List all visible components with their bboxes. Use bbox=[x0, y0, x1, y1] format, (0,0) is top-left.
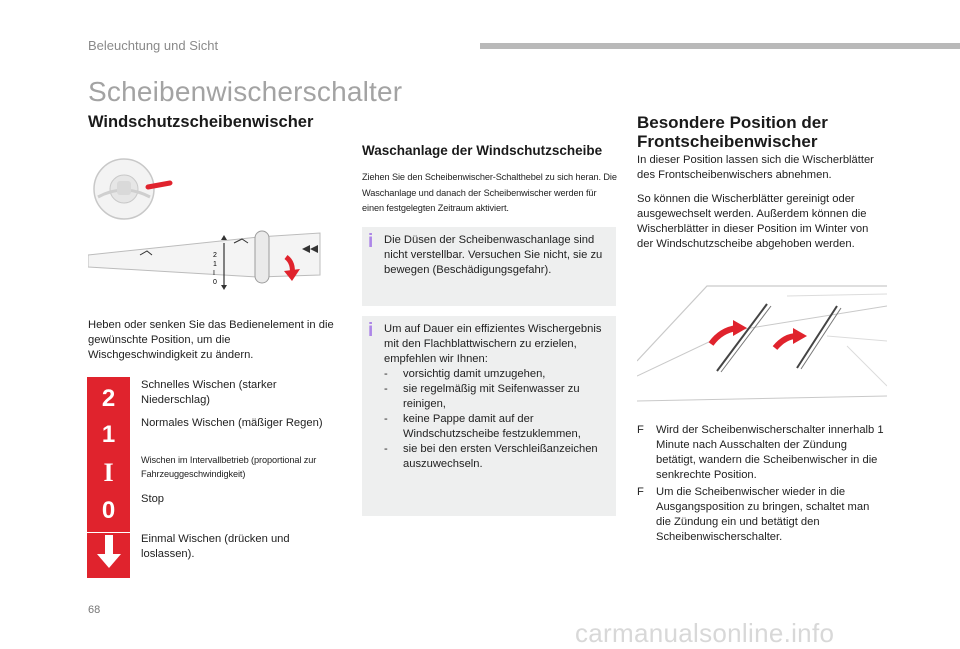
stalk-scale-i: I bbox=[213, 270, 215, 277]
position-badge-2: 2 bbox=[87, 377, 130, 420]
special-position-p1: In dieser Position lassen sich die Wischerblätter des Frontscheibenwischers abnehmen. bbox=[637, 154, 874, 181]
stalk-scale-2: 2 bbox=[213, 252, 217, 259]
step-text-1: Wird der Scheibenwischerschalter innerhalb 1 Minute nach Ausschalten der Zündung betätigt, wandern die Scheibenwischer in die senkrechte Position. bbox=[656, 424, 884, 481]
info-nozzles-text: Die Düsen der Scheibenwaschanlage sind nicht verstellbar. Versuchen Sie nicht, sie zu bewegen (Beschädigungsgefahr). bbox=[384, 234, 603, 276]
list-dash: - bbox=[384, 443, 388, 455]
info-icon: i bbox=[368, 231, 374, 252]
position-badge-0: 0 bbox=[87, 489, 130, 532]
heading-windshield-wiper: Windschutzscheibenwischer bbox=[88, 113, 314, 131]
section-header: Beleuchtung und Sicht bbox=[88, 38, 219, 53]
position-label-single: Einmal Wischen (drücken und loslassen). bbox=[141, 533, 290, 560]
position-label-normal: Normales Wischen (mäßiger Regen) bbox=[141, 417, 323, 429]
list-item: sie bei den ersten Verschleißanzeichen auszuwechseln. bbox=[403, 443, 598, 470]
list-item: keine Pappe damit auf der Windschutzscheibe festzuklemmen, bbox=[403, 413, 581, 440]
special-position-p2: So können die Wischerblätter gereinigt oder ausgewechselt werden. Außerdem können die Wischerblätter in dieser Position im Winter von der Windschutzscheibe abgehoben werden. bbox=[637, 193, 869, 250]
windshield-wipers-illustration bbox=[637, 276, 887, 418]
step-text-2: Um die Scheibenwischer wieder in die Ausgangsposition zu bringen, schaltet man die Zündung ein und betätigt den Scheibenwischerschalter. bbox=[656, 486, 870, 543]
step-marker: F bbox=[637, 424, 644, 436]
page-title: Scheibenwischerschalter bbox=[88, 76, 403, 107]
stalk-scale-0: 0 bbox=[213, 279, 217, 286]
arrow-down-icon bbox=[96, 535, 122, 576]
info-icon: i bbox=[368, 320, 374, 341]
heading-washer: Waschanlage der Windschutzscheibe bbox=[362, 143, 603, 158]
heading-special-position: Besondere Position der Frontscheibenwischer bbox=[637, 113, 828, 151]
step-marker: F bbox=[637, 486, 644, 498]
list-dash: - bbox=[384, 413, 388, 425]
info-care-intro: Um auf Dauer ein effizientes Wischergebnis mit den Flachblattwischern zu erzielen, empfehlen wir Ihnen: bbox=[384, 323, 602, 365]
position-label-stop: Stop bbox=[141, 493, 165, 505]
position-badge-single bbox=[87, 533, 130, 578]
left-intro-text: Heben oder senken Sie das Bedienelement in die gewünschte Position, um die Wischgeschwindigkeit zu ändern. bbox=[88, 319, 334, 361]
list-dash: - bbox=[384, 368, 388, 380]
watermark: carmanualsonline.info bbox=[575, 618, 835, 648]
info-box-wiper-care bbox=[362, 316, 616, 516]
wiper-stalk-illustration bbox=[88, 145, 338, 307]
position-badge-1: 1 bbox=[87, 413, 130, 456]
position-label-fast: Schnelles Wischen (starker Niederschlag) bbox=[141, 379, 277, 406]
list-item: sie regelmäßig mit Seifenwasser zu reinigen, bbox=[403, 383, 580, 410]
washer-text: Ziehen Sie den Scheibenwischer-Schalthebel zu sich heran. Die Waschanlage und danach der Scheibenwischer werden für einen festgelegten Zeitraum aktiviert. bbox=[362, 172, 617, 213]
page-number: 68 bbox=[88, 604, 101, 616]
list-dash: - bbox=[384, 383, 388, 395]
info-box-nozzles bbox=[362, 227, 616, 306]
stalk-scale-1: 1 bbox=[213, 261, 217, 268]
list-item: vorsichtig damit umzugehen, bbox=[403, 368, 546, 380]
header-bar bbox=[480, 43, 960, 49]
position-label-interval: Wischen im Intervallbetrieb (proportional zur Fahrzeuggeschwindigkeit) bbox=[141, 455, 317, 479]
position-badge-interval: I bbox=[87, 451, 130, 494]
